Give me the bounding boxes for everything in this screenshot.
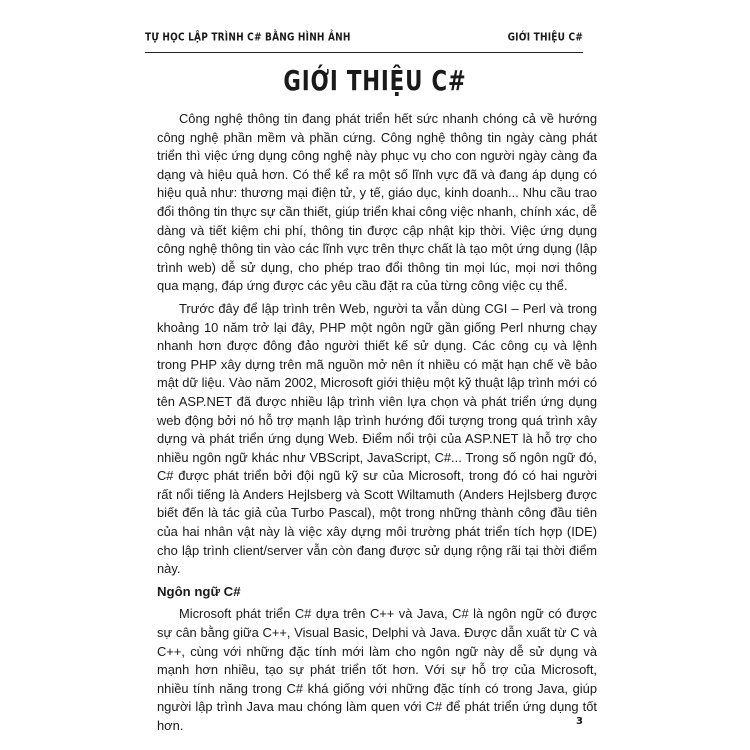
paragraph-csharp: Microsoft phát triển C# dựa trên C++ và Java, C# là ngôn ngữ có được sự cân bằng giữa C++, Visual Basic, Delphi và Java. Được dẫn xuất từ C và C++, cùng với những đặc tính mới làm cho ngôn ngữ này dễ sử dụng và mạnh hơn nhiều, tạo sự phát triển tốt hơn. Với sự hỗ trợ của Microsoft, nhiều tính năng trong C# khá giống với những đặc tính có trong Java, giúp người lập trình Java mau chóng làm quen với C# để phát triển ứng dụng tốt hơn. bbox=[157, 606, 597, 733]
chapter-title: GIỚI THIỆU C# bbox=[283, 66, 467, 98]
running-header-book-title: TỰ HỌC LẬP TRÌNH C# BẰNG HÌNH ẢNH bbox=[145, 32, 351, 44]
header-rule bbox=[145, 52, 583, 53]
section-heading: Ngôn ngữ C# bbox=[157, 583, 241, 599]
running-header-chapter: GIỚI THIỆU C# bbox=[507, 32, 583, 44]
paragraph-intro: Công nghệ thông tin đang phát triển hết sức nhanh chóng cả về hướng công nghệ phần mềm và phần cứng. Công nghệ thông tin ngày càng phát triển thì việc ứng dụng công nghệ này phục vụ cho con người ngày càng đa dạng và hiệu quả hơn. Có thể kể ra một số lĩnh vực đã và đang áp dụng có hiệu quả như: thương mại điện tử, y tế, giáo dục, kinh doanh... Nhu cầu trao đổi thông tin thực sự cần thiết, giúp triển khai công việc nhanh, chính xác, dễ dàng và tiết kiệm chi phí, thông tin được cập nhật kịp thời. Việc ứng dụng công nghệ thông tin vào các lĩnh vực trên thực chất là tạo một ứng dụng (lập trình web) dễ sử dụng, cho phép trao đổi thông tin mọi lúc, mọi nơi thông qua mạng, đáp ứng được các yêu cầu đặt ra của từng công việc cụ thể. bbox=[157, 111, 597, 294]
running-header bbox=[145, 33, 583, 45]
page-number: 3 bbox=[576, 716, 583, 727]
body-text bbox=[157, 110, 597, 740]
paragraph-history: Trước đây để lập trình trên Web, người ta vẫn dùng CGI – Perl và trong khoảng 10 năm trở lại đây, PHP một ngôn ngữ gần giống Perl nhưng chạy nhanh hơn được đông đảo người thiết kế sử dụng. Các công cụ và lệnh trong PHP xây dựng trên mã nguồn mở nên ít nhiều có mặt hạn chế về bảo mật dữ liệu. Vào năm 2002, Microsoft giới thiệu một kỹ thuật lập trình mới có tên ASP.NET đã được nhiều lập trình viên lựa chọn và phát triển ứng dụng web động bởi nó hỗ trợ mạnh lập trình hướng đối tượng trong quá trình xây dựng và phát triển ứng dụng Web. Điểm nổi trội của ASP.NET là hỗ trợ cho nhiều ngôn ngữ khác như VBScript, JavaScript, C#... Trong số ngôn ngữ đó, C# được phát triển bởi đội ngũ kỹ sư của Microsoft, trong đó có hai người rất nổi tiếng là Anders Hejlsberg và Scott Wiltamuth (Anders Hejlsberg được biết đến là tác giả của Turbo Pascal), một trong những thành công đầu tiên của hai nhân vật này là việc xây dựng môi trường phát triển tích hợp (IDE) cho lập trình client/server vẫn còn đang được sử dụng rộng rãi tại thời điểm này. bbox=[157, 300, 597, 577]
